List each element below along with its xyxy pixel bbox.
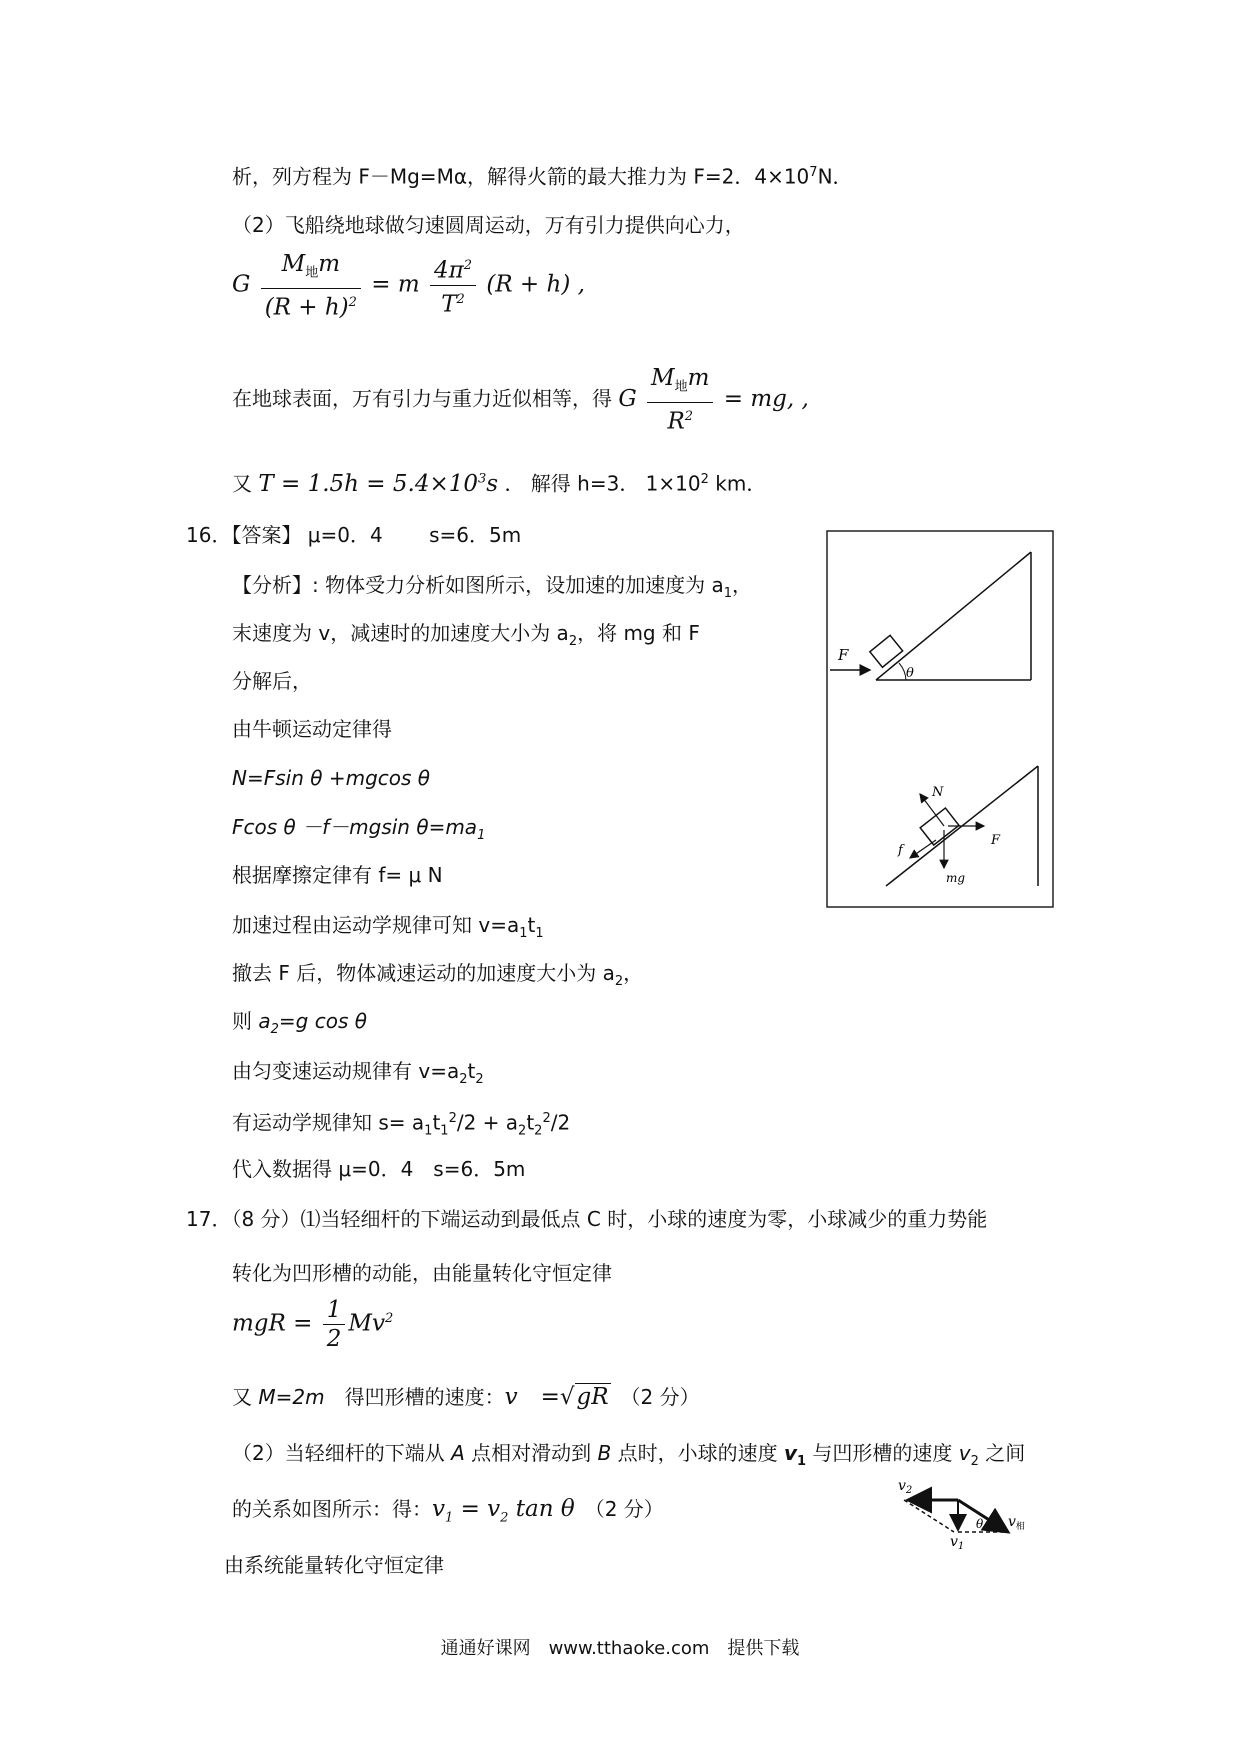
q16-accel-kinematics: 加速过程由运动学规律可知 $v=a_1t_1$ <box>232 913 544 941</box>
q16-analysis-3: 分解后， <box>232 669 312 693</box>
svg-text:N: N <box>932 785 944 800</box>
svg-text:F: F <box>991 833 1001 848</box>
gravity-equation: G $\frac{M_地m}{(R + h)^2}$ = m $\frac{4\pi^2}{T^2}$ (R + h) , <box>232 251 585 321</box>
q16-equation-normal: N=Fsin θ +mgcos θ <box>232 766 431 790</box>
s15-line-2: （2）飞船绕地球做匀速圆周运动，万有引力提供向心力， <box>232 213 745 237</box>
incline-with-push-force <box>830 552 1031 681</box>
q16-distance-equation: 有运动学规律知 $s= a_1t_1^2/2 + a_2t_2^2/2$ <box>232 1110 571 1139</box>
eq1-fraction-right: $\frac{4\pi^2}{T^2}$ <box>430 252 476 318</box>
q17-line-2: 转化为凹形槽的动能，由能量转化守恒定律 <box>232 1261 612 1285</box>
svg-text:θ: θ <box>906 666 914 681</box>
q16-uniform-accel: 由匀变速运动规律有 $v=a_2t_2$ <box>232 1059 484 1087</box>
q17-velocity-figure <box>890 1476 1040 1552</box>
q17-line-1: 17．（8 分）⑴当轻细杆的下端运动到最低点 C 时，小球的速度为零，小球减少的重力势能 <box>186 1207 988 1231</box>
svg-text:v2: $v_2$ <box>898 1478 913 1496</box>
q16-result: 代入数据得 μ=0．4 s=6．5m <box>232 1157 526 1181</box>
surface-gravity-equation: G $\frac{M_地m}{R^2}$ = mg, , <box>618 365 809 435</box>
q16-analysis-2: 末速度为 v，减速时的加速度大小为 $a_2$，将 mg 和 F <box>232 621 700 649</box>
s15-line-1: 析，列方程为 F－Mg=Mα，解得火箭的最大推力为 F=2．$4\times 10^7N$． <box>232 164 853 189</box>
q16-incline-figure <box>826 530 1054 908</box>
q17-velocity-line: 又 M=2m 得凹形槽的速度：v =√gR （2 分） <box>232 1384 700 1410</box>
q16-decel-text: 撤去 F 后，物体减速运动的加速度大小为 $a_2$， <box>232 961 644 989</box>
svg-text:mg: mg <box>946 871 966 885</box>
svg-text:θ: θ <box>976 1517 984 1531</box>
force-diagram <box>886 766 1038 886</box>
footer-source: 通通好课网 www.tthaoke.com 提供下载 <box>440 1638 800 1659</box>
q16-decel-equation: 则 $a_2=g$ cos θ <box>232 1009 367 1037</box>
svg-text:F: F <box>838 646 849 664</box>
q16-friction-law: 根据摩擦定律有 f= μ N <box>232 863 443 887</box>
svg-text:v1: $v_1$ <box>950 1534 965 1552</box>
q16-analysis-4: 由牛顿运动定律得 <box>232 717 392 741</box>
q16-analysis-1: 【分析】: 物体受力分析如图所示，设加速的加速度为 $a_1$， <box>232 573 752 601</box>
q16-equation-newton: Fcos θ －f－mgsin $\theta=ma_1$ <box>232 815 486 843</box>
eq1-fraction-left: $\frac{M_地m}{(R + h)^2}$ <box>261 250 361 321</box>
s15-line-5: 又 $T = 1.5h = 5.4\times 10^3s$ ． 解得 h=3． $1\times 10^2$ km． <box>232 470 767 497</box>
q17-energy-equation: mgR = $\frac{1}{2}$ Mv$^2$ <box>232 1297 394 1352</box>
q17-part2-line-3: 由系统能量转化守恒定律 <box>224 1553 444 1577</box>
q16-answer-line: 16．【答案】 μ=0．4 s=6．5m <box>186 523 522 547</box>
svg-text:f: f <box>898 843 903 858</box>
svg-text:v相: $v_相$ <box>1008 1514 1025 1532</box>
q17-part2-line-1: （2）当轻细杆的下端从 A 点相对滑动到 B 点时，小球的速度 $v_1$ 与凹形槽的速度 $v_2$ 之间 <box>232 1441 1026 1469</box>
q17-part2-line-2: 的关系如图所示：得：$v_1 = v_2$ tan θ （2 分） <box>232 1496 664 1526</box>
s15-line-4: 在地球表面，万有引力与重力近似相等，得 G $\frac{M_地m}{R^2}$ = mg, , <box>232 365 809 435</box>
